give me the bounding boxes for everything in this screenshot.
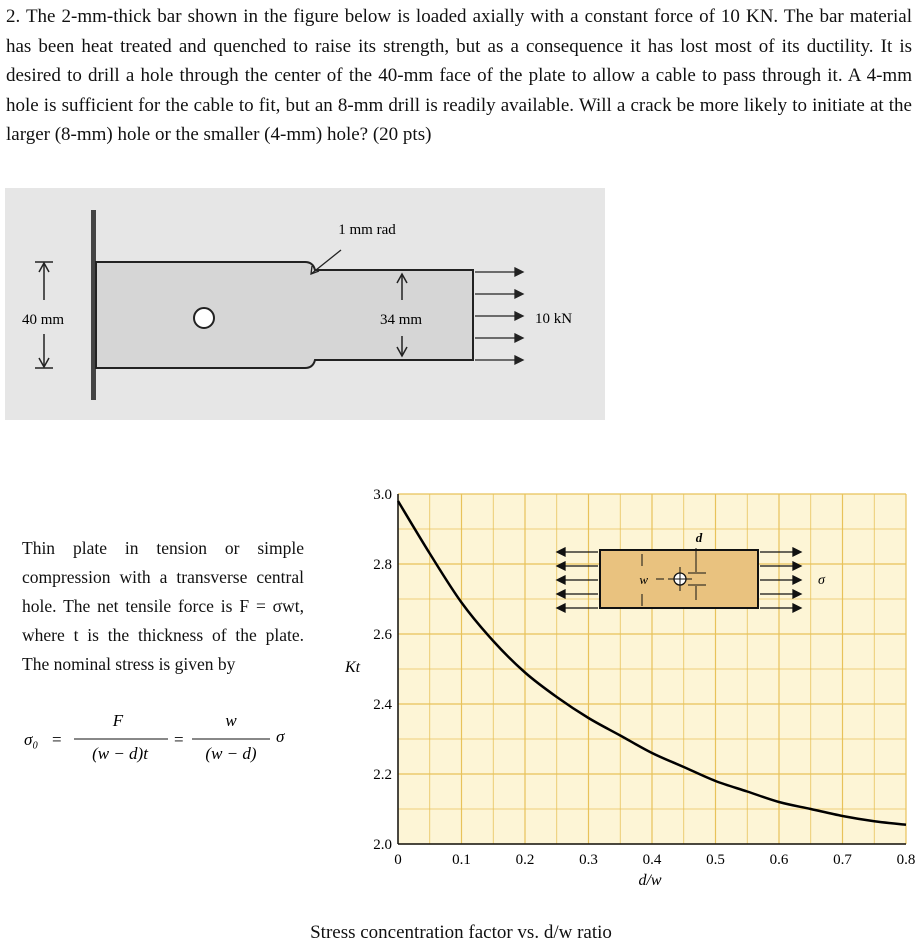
formula-sigma: σ <box>276 727 285 746</box>
y-axis-label: Kt <box>345 659 361 676</box>
formula-equals-1: = <box>52 730 62 749</box>
y-tick-label: 2.2 <box>373 767 392 783</box>
hole <box>194 308 214 328</box>
x-tick-label: 0.1 <box>452 852 471 868</box>
label-force: 10 kN <box>535 311 573 327</box>
label-fillet: 1 mm rad <box>338 222 396 238</box>
x-tick-label: 0 <box>394 852 402 868</box>
label-40mm: 40 mm <box>21 312 65 328</box>
x-tick-label: 0.2 <box>515 852 535 868</box>
y-tick-label: 2.8 <box>373 557 392 573</box>
formula-num-1: F <box>112 712 124 730</box>
y-tick-label: 2.6 <box>373 627 392 643</box>
x-tick-label: 0.5 <box>706 852 725 868</box>
label-34mm: 34 mm <box>379 312 423 328</box>
formula-num-2: w <box>225 712 237 730</box>
problem-statement: 2. The 2-mm-thick bar shown in the figure below is loaded axially with a constant force of 10 KN. The bar material has been heat treated and quenched to raise its strength, but as a consequence it has lost most of its ductility. It is desired to drill a hole through the center of the 40-mm face of the plate to allow a cable to pass through it. A 4-mm hole is sufficient for the cable to fit, but an 8-mm drill is readily available. Will a crack be more likely to initiate at the larger (8-mm) hole or the smaller (4-mm) hole? (20 pts) <box>6 6 912 145</box>
x-tick-label: 0.3 <box>579 852 598 868</box>
x-tick-label: 0.4 <box>642 852 662 868</box>
inset-label-w: w <box>639 572 648 587</box>
inset-label-d: d <box>695 530 703 545</box>
x-tick-label: 0.6 <box>769 852 789 868</box>
chart-title: Stress concentration factor vs. d/w ratio <box>310 922 612 943</box>
x-tick-label: 0.8 <box>896 852 916 868</box>
y-tick-label: 2.4 <box>373 697 392 713</box>
kt-chart <box>0 470 922 910</box>
formula-lhs: σ₀ <box>24 730 39 749</box>
y-tick-label: 3.0 <box>373 487 392 503</box>
formula-equals-2: = <box>174 730 184 749</box>
chart-description: Thin plate in tension or simple compression with a transverse central hole. The net tensile force is F = σwt, where t is the thickness of the plate. The nominal stress is given by <box>22 538 304 674</box>
x-axis-label: d/w <box>638 872 662 889</box>
y-tick-label: 2.0 <box>373 837 392 853</box>
formula-den-2: (w − d) <box>205 744 257 763</box>
x-tick-label: 0.7 <box>833 852 852 868</box>
formula-den-1: (w − d)t <box>92 744 148 763</box>
inset-label-sigma: σ <box>818 573 825 588</box>
bar-figure <box>5 188 605 420</box>
